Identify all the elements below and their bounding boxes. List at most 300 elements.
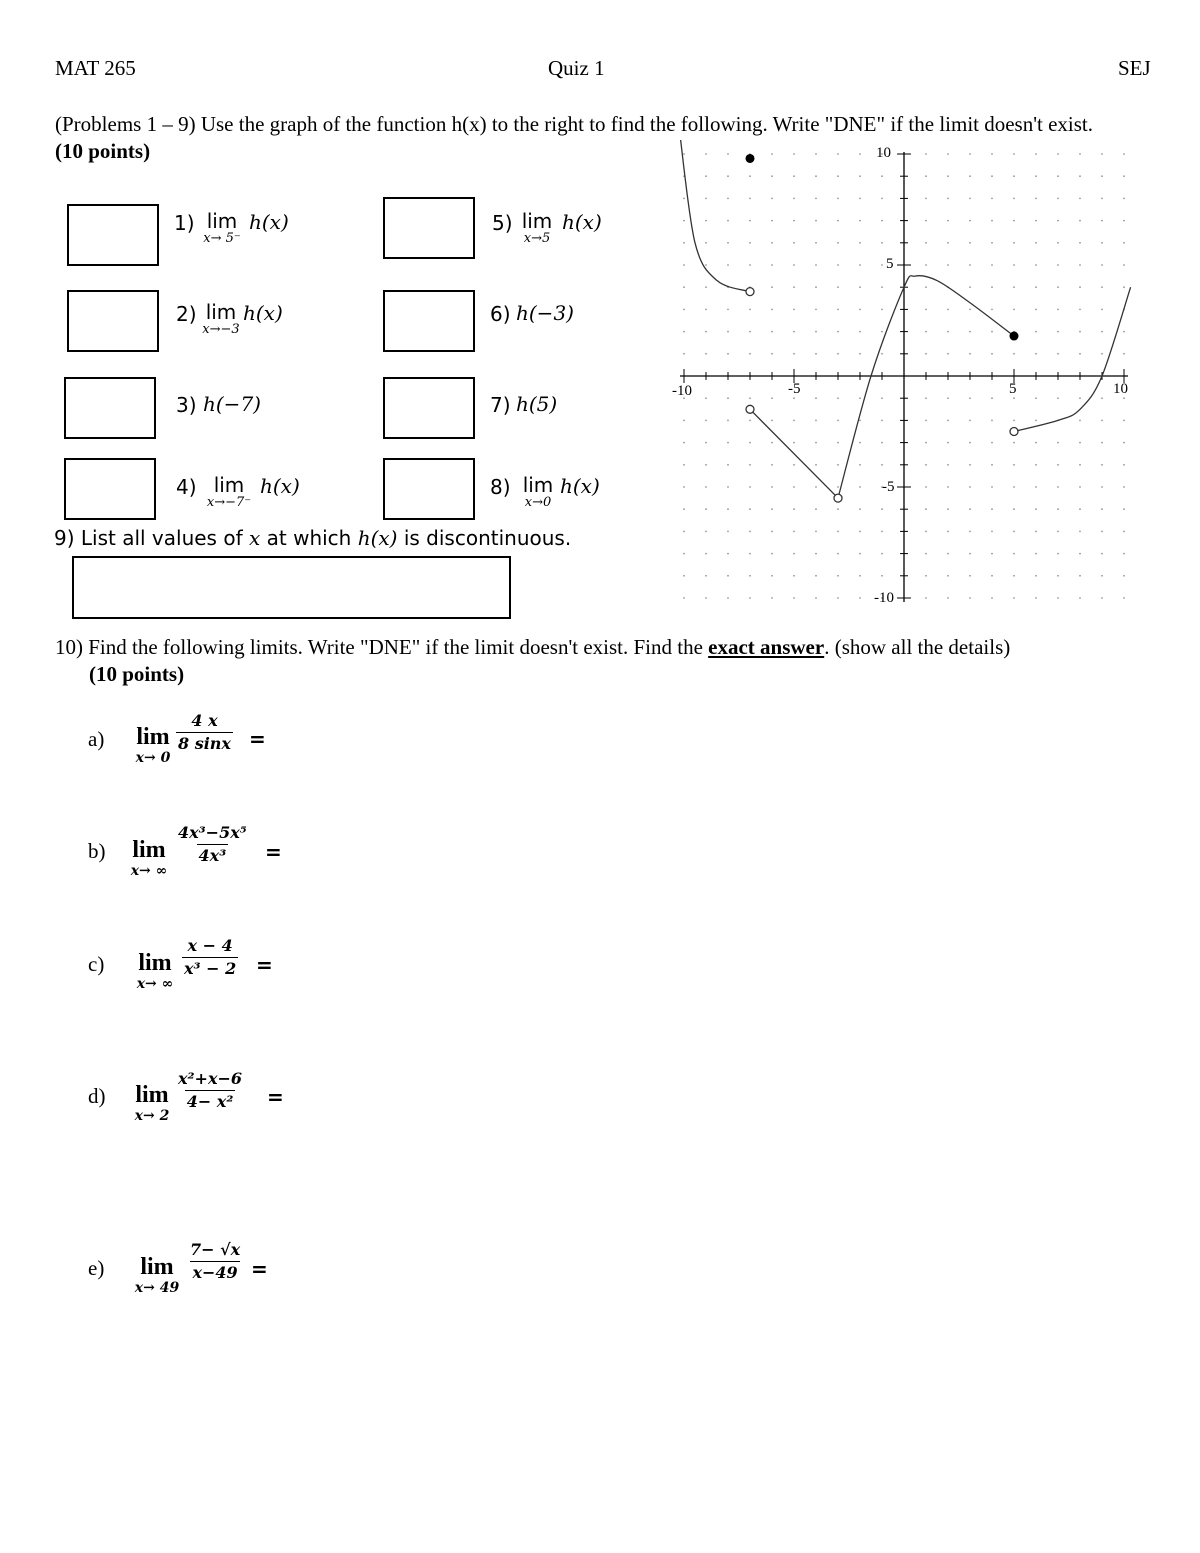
grid-dot [1123, 264, 1125, 266]
grid-dot [749, 508, 751, 510]
grid-dot [1079, 198, 1081, 200]
instructions-text: (Problems 1 – 9) Use the graph of the function h(x) to the right to find the following. Write "DNE" if the limit doesn't exist. [55, 112, 1094, 136]
points [746, 154, 1019, 502]
part-b-lim-word: lim [132, 837, 166, 863]
grid-dot [947, 553, 949, 555]
grid-dot [881, 442, 883, 444]
grid-dot [749, 220, 751, 222]
grid-dot [991, 198, 993, 200]
answer-box-6[interactable] [383, 290, 475, 352]
grid-dot [727, 597, 729, 599]
grid-dot [727, 397, 729, 399]
grid-dot [947, 309, 949, 311]
grid-dot [1101, 442, 1103, 444]
grid-dot [837, 508, 839, 510]
part-a-fraction [176, 713, 233, 752]
grid-dot [925, 553, 927, 555]
grid-dot [749, 175, 751, 177]
grid-dot [793, 397, 795, 399]
grid-dot [771, 175, 773, 177]
grid-dot [1057, 286, 1059, 288]
grid-dot [969, 397, 971, 399]
grid-dot [815, 531, 817, 533]
grid-dot [1079, 597, 1081, 599]
grid-dot [793, 175, 795, 177]
grid-dot [749, 597, 751, 599]
problem-8-limit [518, 475, 558, 509]
grid-dot [991, 553, 993, 555]
grid-dot [793, 198, 795, 200]
grid-dot [815, 198, 817, 200]
grid-dot [947, 264, 949, 266]
part-b-limit [120, 838, 178, 878]
part-a-limit [126, 725, 180, 765]
answer-box-2[interactable] [67, 290, 159, 352]
open-point [746, 405, 754, 413]
grid-dot [1123, 242, 1125, 244]
problem-5-lim-word: lim [521, 209, 553, 233]
problem-4-expr: h(x) [260, 474, 300, 498]
grid-dot [1013, 397, 1015, 399]
axes [680, 152, 1128, 602]
grid-dot [815, 331, 817, 333]
grid-dot [749, 420, 751, 422]
grid-dot [969, 153, 971, 155]
grid-dot [991, 531, 993, 533]
grid-dot [947, 464, 949, 466]
grid-dot [793, 486, 795, 488]
grid-dot [969, 220, 971, 222]
grid-dot [881, 175, 883, 177]
y-label-neg5: -5 [882, 479, 895, 495]
grid-dot [991, 220, 993, 222]
grid-dot [837, 198, 839, 200]
grid-dot [1035, 397, 1037, 399]
grid-dot [881, 531, 883, 533]
grid-dot [683, 198, 685, 200]
grid-dot [1101, 309, 1103, 311]
grid-dot [947, 153, 949, 155]
grid-dot [793, 508, 795, 510]
grid-dot [793, 286, 795, 288]
grid-dot [1123, 553, 1125, 555]
grid-dot [947, 397, 949, 399]
problem-4-limit [200, 475, 258, 509]
grid-dot [837, 175, 839, 177]
grid-dot [793, 153, 795, 155]
grid-dot [837, 464, 839, 466]
part-e-denominator: x−49 [192, 1263, 238, 1282]
grid-dot [1101, 264, 1103, 266]
grid-dot [705, 508, 707, 510]
grid-dot [793, 531, 795, 533]
grid-dot [749, 331, 751, 333]
grid-dot [727, 531, 729, 533]
grid-dot [881, 353, 883, 355]
grid-dot [1123, 286, 1125, 288]
curve-right-branch [1014, 287, 1131, 431]
problem-6-number: 6) [490, 302, 511, 326]
grid-dot [749, 198, 751, 200]
part-e-numerator: 7− √x [190, 1240, 241, 1259]
problem-4-number: 4) [176, 475, 197, 499]
problem-9-text-a: 9) List all values of [54, 526, 243, 550]
grid-dot [859, 331, 861, 333]
grid-dot [1013, 420, 1015, 422]
y-label-10: 10 [876, 145, 891, 161]
grid-dot [793, 309, 795, 311]
grid-dot [881, 242, 883, 244]
grid-dot [1123, 397, 1125, 399]
problem-10-emph: exact answer [708, 635, 825, 659]
problem-1-lim-sub: x→ 5⁻ [203, 231, 241, 246]
grid-dot [991, 397, 993, 399]
grid-dot [815, 220, 817, 222]
grid-dot [705, 442, 707, 444]
function-graph [660, 140, 1150, 615]
grid-dot [859, 553, 861, 555]
grid-dot [947, 353, 949, 355]
grid-dot [749, 575, 751, 577]
grid-dot [969, 442, 971, 444]
grid-dot [727, 198, 729, 200]
grid-dot [793, 331, 795, 333]
grid-dot [1057, 575, 1059, 577]
problem-2-number: 2) [176, 302, 197, 326]
grid-dot [705, 597, 707, 599]
grid-dot [683, 286, 685, 288]
grid-dot [1013, 264, 1015, 266]
grid-dot [1079, 220, 1081, 222]
grid-dot [771, 486, 773, 488]
grid-dot [837, 442, 839, 444]
part-e-equals: = [251, 1257, 268, 1281]
grid-dot [749, 464, 751, 466]
grid-dot [969, 264, 971, 266]
grid-dot [859, 508, 861, 510]
grid-dot [859, 242, 861, 244]
grid-dot [1035, 531, 1037, 533]
grid-dot [881, 420, 883, 422]
grid-dot [925, 242, 927, 244]
grid-dot [1123, 508, 1125, 510]
grid-dot [947, 486, 949, 488]
grid-dot [793, 353, 795, 355]
grid-dot [1035, 597, 1037, 599]
grid-dot [815, 175, 817, 177]
grid-dot [815, 575, 817, 577]
grid-dot [727, 331, 729, 333]
x-label-neg10: -10 [672, 383, 692, 399]
grid-dot [683, 353, 685, 355]
grid-dot [1013, 353, 1015, 355]
grid-dot [727, 175, 729, 177]
grid-dot [881, 309, 883, 311]
grid-dot [947, 242, 949, 244]
x-label-5: 5 [1009, 381, 1017, 397]
part-d-fraction [176, 1071, 244, 1110]
grid-dot [859, 286, 861, 288]
problem-2-lim-word: lim [205, 300, 237, 324]
problem-8-lim-word: lim [522, 473, 554, 497]
grid-dot [925, 331, 927, 333]
grid-dot [1035, 331, 1037, 333]
part-d-label: d) [88, 1084, 106, 1108]
grid-dot [771, 264, 773, 266]
answer-box-4[interactable] [64, 458, 156, 520]
grid-dot [925, 309, 927, 311]
grid-dot [1013, 486, 1015, 488]
open-point [746, 288, 754, 296]
grid-dot [859, 309, 861, 311]
grid-dot [1057, 309, 1059, 311]
grid-dot [705, 286, 707, 288]
problem-5-lim-sub: x→5 [523, 231, 551, 246]
grid-dot [771, 553, 773, 555]
grid-dot [815, 397, 817, 399]
grid-dot [991, 242, 993, 244]
grid-dot [859, 353, 861, 355]
part-c-fraction [182, 938, 238, 977]
answer-box-9[interactable] [72, 556, 511, 619]
problem-7-number: 7) [490, 393, 511, 417]
grid-dot [1035, 309, 1037, 311]
grid-dot [793, 420, 795, 422]
problem-6-expr: h(−3) [516, 301, 574, 325]
grid-dot [1079, 464, 1081, 466]
grid-dot [1057, 242, 1059, 244]
x-label-10: 10 [1113, 381, 1128, 397]
problem-9-var: x [248, 526, 261, 550]
problem-9-text-b: at which [266, 526, 352, 550]
grid-dot [859, 575, 861, 577]
grid-dot [727, 153, 729, 155]
part-d-lim-word: lim [135, 1082, 169, 1108]
grid-dot [683, 531, 685, 533]
closed-point [746, 154, 755, 163]
grid-dot [683, 597, 685, 599]
curve-left-branch [680, 140, 750, 292]
grid-dot [837, 242, 839, 244]
grid-dot [793, 264, 795, 266]
grid-dot [815, 597, 817, 599]
grid-dot [1035, 575, 1037, 577]
grid-dot [1079, 442, 1081, 444]
grid-dot [727, 575, 729, 577]
part-d-lim-sub: x→ 2 [134, 1108, 170, 1124]
grid-dot [1057, 553, 1059, 555]
grid-dot [727, 508, 729, 510]
part-b-fraction [176, 825, 249, 864]
part-c-label: c) [88, 952, 105, 976]
grid-dot [925, 597, 927, 599]
grid-dot [705, 464, 707, 466]
grid-dot [1013, 531, 1015, 533]
part-d-numerator: x²+x−6 [178, 1069, 243, 1088]
grid-dot [947, 420, 949, 422]
grid-dot [969, 575, 971, 577]
grid-dot [991, 331, 993, 333]
grid-dot [727, 420, 729, 422]
part-e-lim-word: lim [140, 1254, 174, 1280]
problem-10-text [55, 635, 1010, 660]
grid-dot [947, 597, 949, 599]
grid-dot [815, 486, 817, 488]
y-label-5: 5 [886, 256, 894, 272]
grid-dot [991, 597, 993, 599]
grid-dot [859, 220, 861, 222]
grid-dot [1057, 264, 1059, 266]
grid-dot [947, 198, 949, 200]
problem-9-func: h(x) [357, 526, 398, 550]
closed-point [1010, 332, 1019, 341]
grid-dot [1123, 464, 1125, 466]
grid-dot [1013, 198, 1015, 200]
grid-dot [1101, 397, 1103, 399]
answer-box-7[interactable] [383, 377, 475, 439]
problem-1-lim-word: lim [206, 209, 238, 233]
grid-dot [727, 553, 729, 555]
grid-dot [925, 264, 927, 266]
grid-dot [705, 153, 707, 155]
grid-dot [683, 242, 685, 244]
part-a-numerator: 4 x [191, 711, 218, 730]
grid-dot [727, 220, 729, 222]
grid-dot [969, 420, 971, 422]
grid-dot [1013, 242, 1015, 244]
grid-dot [683, 486, 685, 488]
grid-dot [705, 175, 707, 177]
open-point [834, 494, 842, 502]
grid-dot [1079, 353, 1081, 355]
grid-dot [837, 264, 839, 266]
grid-dot [1101, 242, 1103, 244]
grid-dot [881, 553, 883, 555]
problem-4-lim-sub: x→−7⁻ [206, 495, 252, 510]
grid-dot [683, 464, 685, 466]
part-a-equals: = [249, 727, 266, 751]
answer-box-1[interactable] [67, 204, 159, 266]
grid-dot [1035, 242, 1037, 244]
grid-dot [991, 420, 993, 422]
grid-dot [969, 464, 971, 466]
grid-dot [837, 353, 839, 355]
grid-dot [1079, 531, 1081, 533]
grid-dot [815, 153, 817, 155]
grid-dot [749, 442, 751, 444]
grid-dot [1101, 531, 1103, 533]
grid-dot [991, 442, 993, 444]
grid-dot [925, 420, 927, 422]
grid-dot [705, 420, 707, 422]
problem-10-text-end: . (show all the details) [824, 635, 1011, 659]
grid-dot [991, 286, 993, 288]
grid-dot [1013, 309, 1015, 311]
grid-dot [1013, 153, 1015, 155]
grid-dot [1057, 397, 1059, 399]
part-c-denominator: x³ − 2 [184, 959, 237, 978]
grid-dot [771, 153, 773, 155]
grid-dot [815, 420, 817, 422]
grid-dot [1035, 464, 1037, 466]
grid-dot [969, 553, 971, 555]
grid-dot [1101, 575, 1103, 577]
answer-box-8[interactable] [383, 458, 475, 520]
grid-dot [991, 464, 993, 466]
grid-dot [991, 486, 993, 488]
grid-dot [1057, 198, 1059, 200]
grid-dot [771, 442, 773, 444]
grid-dot [925, 198, 927, 200]
grid-dot [859, 264, 861, 266]
grid-dot [969, 198, 971, 200]
grid-dot [925, 286, 927, 288]
grid-dot [771, 198, 773, 200]
grid-dot [925, 464, 927, 466]
grid-dot [1013, 575, 1015, 577]
grid-dot [969, 286, 971, 288]
part-e-label: e) [88, 1256, 105, 1280]
part-a-denominator: 8 sinx [178, 734, 231, 753]
grid-dot [815, 464, 817, 466]
grid-dot [1123, 486, 1125, 488]
problem-4-lim-word: lim [213, 473, 245, 497]
course-label: MAT 265 [55, 56, 136, 80]
grid-dot [771, 597, 773, 599]
answer-box-3[interactable] [64, 377, 156, 439]
grid-dot [749, 531, 751, 533]
grid-dot [727, 353, 729, 355]
grid-dot [1035, 153, 1037, 155]
grid-dot [859, 531, 861, 533]
grid-dot [771, 575, 773, 577]
grid-dot [1035, 198, 1037, 200]
grid-dot [1123, 597, 1125, 599]
answer-box-5[interactable] [383, 197, 475, 259]
grid-dot [969, 242, 971, 244]
grid-dot [969, 508, 971, 510]
grid-dot [683, 553, 685, 555]
grid-dot [1079, 397, 1081, 399]
part-d-limit [126, 1083, 178, 1123]
grid-dot [881, 220, 883, 222]
problem-5-limit [516, 211, 558, 245]
grid-dot [1101, 508, 1103, 510]
grid-dot [815, 442, 817, 444]
grid-dot [1101, 464, 1103, 466]
grid-dot [1079, 420, 1081, 422]
grid-dot [815, 508, 817, 510]
grid-dot [881, 331, 883, 333]
grid-dot [1123, 153, 1125, 155]
part-b-lim-sub: x→ ∞ [130, 863, 168, 879]
grid-dot [727, 309, 729, 311]
part-a-lim-word: lim [136, 724, 170, 750]
problem-3-expr: h(−7) [203, 392, 261, 416]
problem-8-lim-sub: x→0 [524, 495, 552, 510]
part-e-lim-sub: x→ 49 [134, 1280, 180, 1296]
grid-dot [859, 486, 861, 488]
grid-dot [1013, 597, 1015, 599]
grid-dot [815, 353, 817, 355]
grid-dot [859, 442, 861, 444]
grid-dot [815, 553, 817, 555]
grid-dot [749, 553, 751, 555]
grid-dot [1035, 508, 1037, 510]
grid-dot [1013, 286, 1015, 288]
grid-dot [793, 442, 795, 444]
instructions-points: (10 points) [55, 139, 151, 163]
